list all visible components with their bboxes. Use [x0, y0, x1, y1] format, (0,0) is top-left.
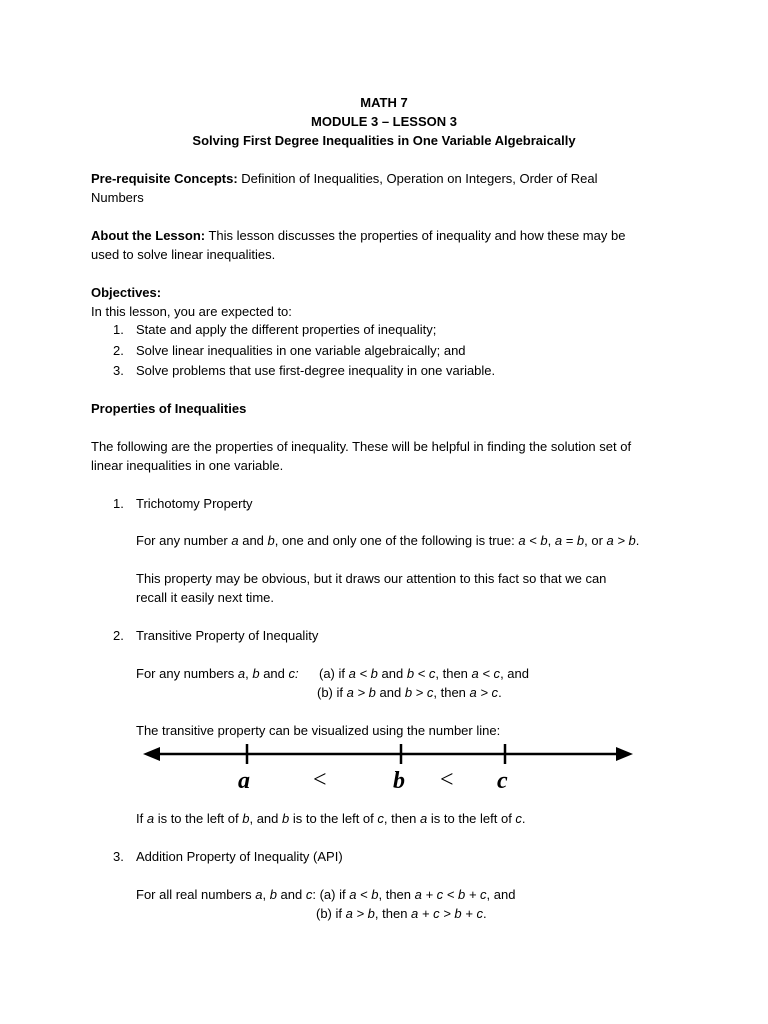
trans-a-end: , and — [500, 666, 529, 681]
transitive-conclusion — [136, 809, 526, 828]
numberline-label-a: a — [238, 768, 250, 794]
tri-sep-2: , or — [584, 533, 607, 548]
tri-var-a: a — [231, 533, 239, 548]
trans-text-1: For any numbers — [136, 666, 238, 681]
conc-4: , and — [249, 811, 282, 826]
lesson-title: Solving First Degree Inequalities in One Variable Algebraically — [192, 133, 576, 148]
prerequisite-label: Pre-requisite Concepts: — [91, 171, 238, 186]
transitive-num: 2. — [113, 628, 124, 643]
conc-6: is to the left of — [289, 811, 378, 826]
about-label: About the Lesson: — [91, 228, 206, 243]
trans-b-1: a > b — [346, 685, 376, 700]
add-var-b: b — [269, 887, 277, 902]
trans-a-1: a < b — [348, 666, 378, 681]
prerequisite-text: Definition of Inequalities, Operation on Integers, Order of Real — [237, 171, 598, 186]
tri-rel-1: a < b — [518, 533, 548, 548]
trans-a-2: b < c — [406, 666, 436, 681]
add-b-2: a + c > b + c — [411, 906, 483, 921]
course-title: MATH 7 — [360, 95, 408, 110]
conc-11: c — [515, 811, 522, 826]
conc-3: b — [242, 811, 250, 826]
trans-a-and: and — [377, 666, 407, 681]
trans-var-a: a — [237, 666, 246, 681]
numberline-label-c: c — [497, 768, 508, 794]
add-comma: , — [262, 887, 270, 902]
tri-text-3: , one and only one of the following is true: — [274, 533, 519, 548]
conc-12: . — [521, 811, 526, 826]
numberline-comparator-1: < — [313, 767, 327, 793]
trichotomy-title: Trichotomy Property — [136, 496, 253, 511]
conc-10: is to the left of — [427, 811, 516, 826]
trans-a-3: a < c — [471, 666, 501, 681]
add-a-then: , then — [378, 887, 415, 902]
tri-text-2: and — [238, 533, 268, 548]
numberline-comparator-2: < — [440, 767, 454, 793]
conc-7: c — [377, 811, 384, 826]
add-b-label: (b) if — [316, 906, 346, 921]
trans-colon: : — [295, 666, 299, 681]
objective-num-1: 1. — [113, 322, 124, 337]
objective-text-3: Solve problems that use first-degree inequality in one variable. — [136, 363, 496, 378]
objective-text-1: State and apply the different properties of inequality; — [136, 322, 437, 337]
add-var-c: c — [305, 887, 313, 902]
objective-num-2: 2. — [113, 343, 124, 358]
addition-title: Addition Property of Inequality (API) — [136, 849, 343, 864]
trans-b-2: b > c — [404, 685, 434, 700]
addition-case-b — [316, 904, 487, 923]
tri-rel-2: a = b — [554, 533, 585, 548]
prerequisite-line2: Numbers — [91, 190, 144, 205]
add-colon: : — [312, 887, 320, 902]
trans-comma: , — [245, 666, 253, 681]
addition-statement — [136, 885, 515, 904]
add-a-label: (a) if — [319, 887, 350, 902]
trans-b-end: . — [498, 685, 502, 700]
add-var-a: a — [255, 887, 263, 902]
tri-sep-1: , — [547, 533, 555, 548]
trans-var-c: c — [288, 666, 295, 681]
trichotomy-note-line2: recall it easily next time. — [136, 590, 274, 605]
transitive-visual-note: The transitive property can be visualized using the number line: — [136, 723, 501, 738]
trans-a-then: , then — [435, 666, 472, 681]
transitive-title: Transitive Property of Inequality — [136, 628, 319, 643]
properties-heading: Properties of Inequalities — [91, 401, 247, 416]
add-b-end: . — [482, 906, 487, 921]
trans-b-then: , then — [433, 685, 470, 700]
objective-text-2: Solve linear inequalities in one variable algebraically; and — [136, 343, 466, 358]
objectives-intro: In this lesson, you are expected to: — [91, 304, 292, 319]
module-title: MODULE 3 – LESSON 3 — [311, 114, 457, 129]
add-a-2: a + c < b + c — [414, 887, 487, 902]
objective-num-3: 3. — [113, 363, 124, 378]
add-a-end: , and — [486, 887, 516, 902]
add-b-then: , then — [374, 906, 412, 921]
conc-1: a — [146, 811, 155, 826]
objectives-label: Objectives: — [91, 285, 162, 300]
add-text-1: For all real numbers — [136, 887, 256, 902]
trans-var-b: b — [252, 666, 260, 681]
right-arrow-icon — [616, 747, 633, 761]
properties-intro-line1: The following are the properties of inequality. These will be helpful in finding the solution set of — [91, 439, 632, 454]
tri-var-b: b — [267, 533, 275, 548]
conc-0: If — [136, 811, 147, 826]
about-text: This lesson discusses the properties of inequality and how these may be — [205, 228, 626, 243]
trans-b-and: and — [375, 685, 405, 700]
trichotomy-num: 1. — [113, 496, 124, 511]
add-a-1: a < b — [349, 887, 379, 902]
about-line2: used to solve linear inequalities. — [91, 247, 276, 262]
addition-num: 3. — [113, 849, 124, 864]
trichotomy-note-line1: This property may be obvious, but it draws our attention to this fact so that we can — [136, 571, 607, 586]
conc-2: is to the left of — [154, 811, 243, 826]
trans-a-label: (a) if — [319, 666, 349, 681]
trans-and: and — [259, 666, 289, 681]
add-and: and — [276, 887, 306, 902]
tri-end: . — [635, 533, 640, 548]
conc-8: , then — [383, 811, 421, 826]
properties-intro-line2: linear inequalities in one variable. — [91, 458, 284, 473]
tri-text-1: For any number — [136, 533, 232, 548]
conc-9: a — [420, 811, 428, 826]
add-b-1: a > b — [345, 906, 375, 921]
trans-b-label: (b) if — [317, 685, 347, 700]
trans-b-3: a > c — [469, 685, 499, 700]
tri-rel-3: a > b — [606, 533, 636, 548]
conc-5: b — [282, 811, 290, 826]
numberline-label-b: b — [393, 768, 405, 794]
left-arrow-icon — [143, 747, 160, 761]
